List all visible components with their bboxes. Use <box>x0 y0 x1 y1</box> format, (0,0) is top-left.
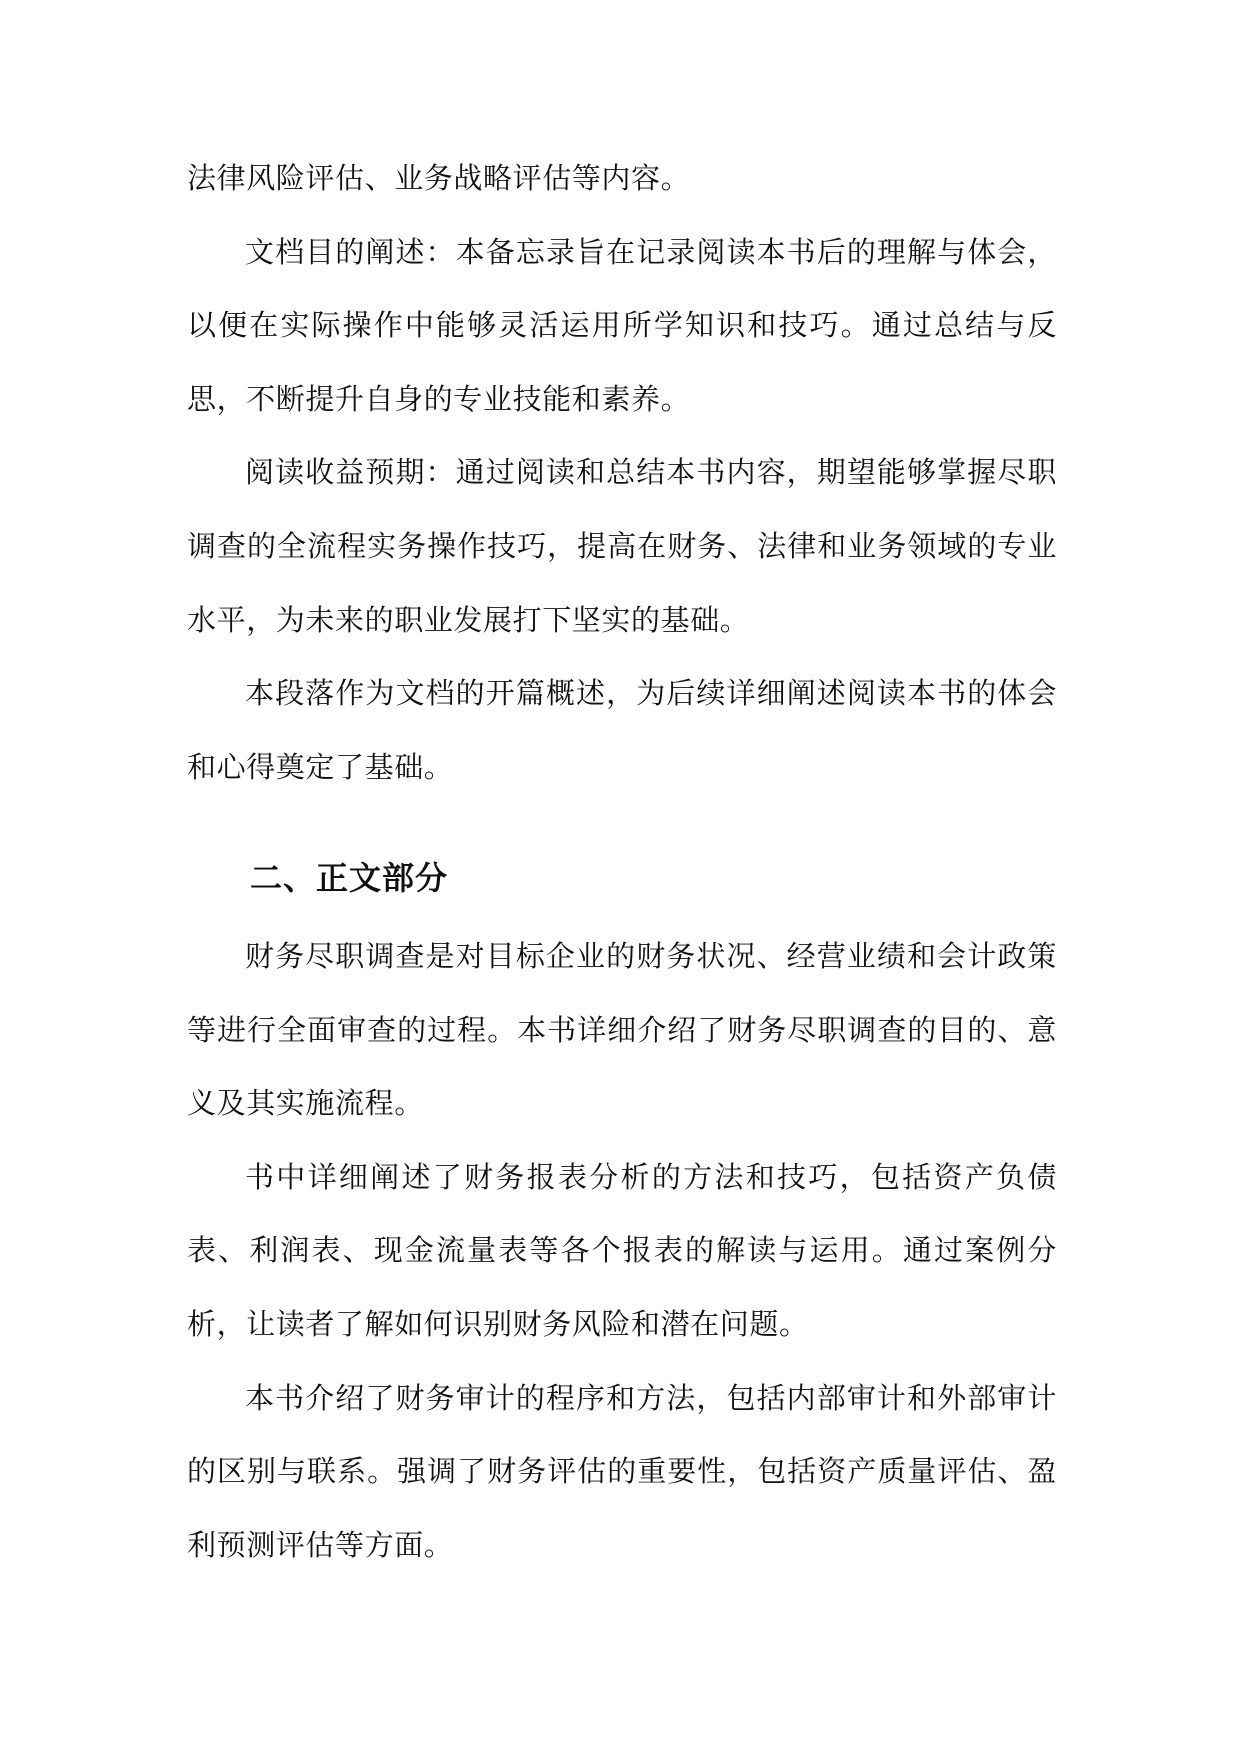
paragraph-continuation: 法律风险评估、业务战略评估等内容。 <box>187 161 691 195</box>
paragraph-reading-benefits: 阅读收益预期：通过阅读和总结本书内容，期望能够掌握尽职调查的全流程实务操作技巧，提高在财务、法律和业务领域的专业水平，为未来的职业发展打下坚实的基础。 <box>187 455 1057 637</box>
section-intro <box>187 142 1057 804</box>
paragraph-document-purpose: 文档目的阐述：本备忘录旨在记录阅读本书后的理解与体会，以便在实际操作中能够灵活运用所学知识和技巧。通过总结与反思，不断提升自身的专业技能和素养。 <box>187 234 1057 416</box>
paragraph-overview: 本段落作为文档的开篇概述，为后续详细阐述阅读本书的体会和心得奠定了基础。 <box>187 676 1057 784</box>
section-heading: 二、正文部分 <box>250 859 449 897</box>
paragraph-financial-dd-definition: 财务尽职调查是对目标企业的财务状况、经营业绩和会计政策等进行全面审查的过程。本书详细介绍了财务尽职调查的目的、意义及其实施流程。 <box>187 939 1057 1121</box>
section-main-body <box>187 920 1057 1582</box>
paragraph-financial-statement-analysis: 书中详细阐述了财务报表分析的方法和技巧，包括资产负债表、利润表、现金流量表等各个报表的解读与运用。通过案例分析，让读者了解如何识别财务风险和潜在问题。 <box>187 1159 1057 1341</box>
paragraph-financial-audit: 本书介绍了财务审计的程序和方法，包括内部审计和外部审计的区别与联系。强调了财务评估的重要性，包括资产质量评估、盈利预测评估等方面。 <box>187 1380 1057 1562</box>
